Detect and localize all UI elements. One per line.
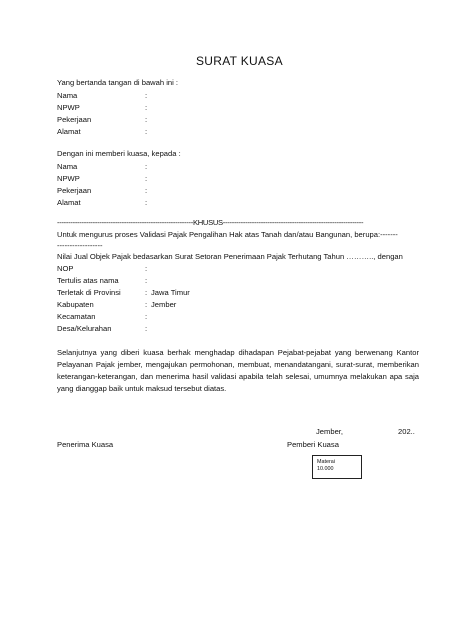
- grantee-job-colon: :: [145, 186, 148, 195]
- regency-value: Jember: [151, 300, 177, 309]
- grantee-npwp-label: NPWP: [57, 174, 80, 183]
- district-label: Kecamatan: [57, 312, 96, 321]
- village-label: Desa/Kelurahan: [57, 324, 112, 333]
- receiver-signature-label: Penerima Kuasa: [57, 440, 114, 449]
- grantor-npwp-colon: :: [145, 103, 148, 112]
- grantor-job-colon: :: [145, 115, 148, 124]
- province-colon: :: [145, 288, 148, 297]
- regency-colon: :: [145, 300, 148, 309]
- grantor-intro: Yang bertanda tangan di bawah ini :: [57, 78, 179, 87]
- owner-name-label: Tertulis atas nama: [57, 276, 119, 285]
- closing-paragraph: Selanjutnya yang diberi kuasa berhak menghadap dihadapan Pejabat-pejabat yang berwenang Kantor Pelayanan Pajak jember, mengajukan permohonan, membuat, menandatangani, surat-surat, memberikan keterangan-keterangan, dan menerima hasil validasi apabila telah selesai, umumnya melakukan apa saja yang dianggap baik untuk maksud tersebut diatas.: [57, 348, 419, 393]
- stamp-label: Materai: [317, 459, 335, 465]
- purpose-continuation: ------------------: [57, 241, 103, 250]
- nop-colon: :: [145, 264, 148, 273]
- grantee-intro: Dengan ini memberi kuasa, kepada :: [57, 149, 181, 158]
- province-value: Jawa Timur: [151, 288, 190, 297]
- owner-name-colon: :: [145, 276, 148, 285]
- grantor-npwp-label: NPWP: [57, 103, 80, 112]
- district-colon: :: [145, 312, 148, 321]
- regency-label: Kabupaten: [57, 300, 94, 309]
- grantee-npwp-colon: :: [145, 174, 148, 183]
- province-label: Terletak di Provinsi: [57, 288, 121, 297]
- giver-signature-label: Pemberi Kuasa: [287, 440, 339, 449]
- stamp-duty-box: [312, 455, 362, 479]
- grantee-name-colon: :: [145, 162, 148, 171]
- grantor-address-label: Alamat: [57, 127, 81, 136]
- place-city: Jember,: [316, 427, 344, 436]
- grantor-name-label: Nama: [57, 91, 78, 100]
- grantee-address-label: Alamat: [57, 198, 81, 207]
- khusus-separator: -------------------------------------------------------------KHUSUS---------------------------------------------------------------: [57, 219, 364, 227]
- grantor-address-colon: :: [145, 127, 148, 136]
- nop-label: NOP: [57, 264, 74, 273]
- village-colon: :: [145, 324, 148, 333]
- document-title: SURAT KUASA: [196, 54, 283, 68]
- grantee-address-colon: :: [145, 198, 148, 207]
- grantee-job-label: Pekerjaan: [57, 186, 92, 195]
- stamp-value: 10.000: [317, 466, 334, 472]
- date-year: 202..: [398, 427, 415, 436]
- grantor-name-colon: :: [145, 91, 148, 100]
- njop-line: Nilai Jual Objek Pajak bedasarkan Surat Setoran Penerimaan Pajak Terhutang Tahun ……….., dengan: [57, 253, 403, 261]
- grantor-job-label: Pekerjaan: [57, 115, 92, 124]
- grantee-name-label: Nama: [57, 162, 78, 171]
- purpose-line: Untuk mengurus proses Validasi Pajak Pengalihan Hak atas Tanah dan/atau Bangunan, berupa:-------: [57, 231, 398, 239]
